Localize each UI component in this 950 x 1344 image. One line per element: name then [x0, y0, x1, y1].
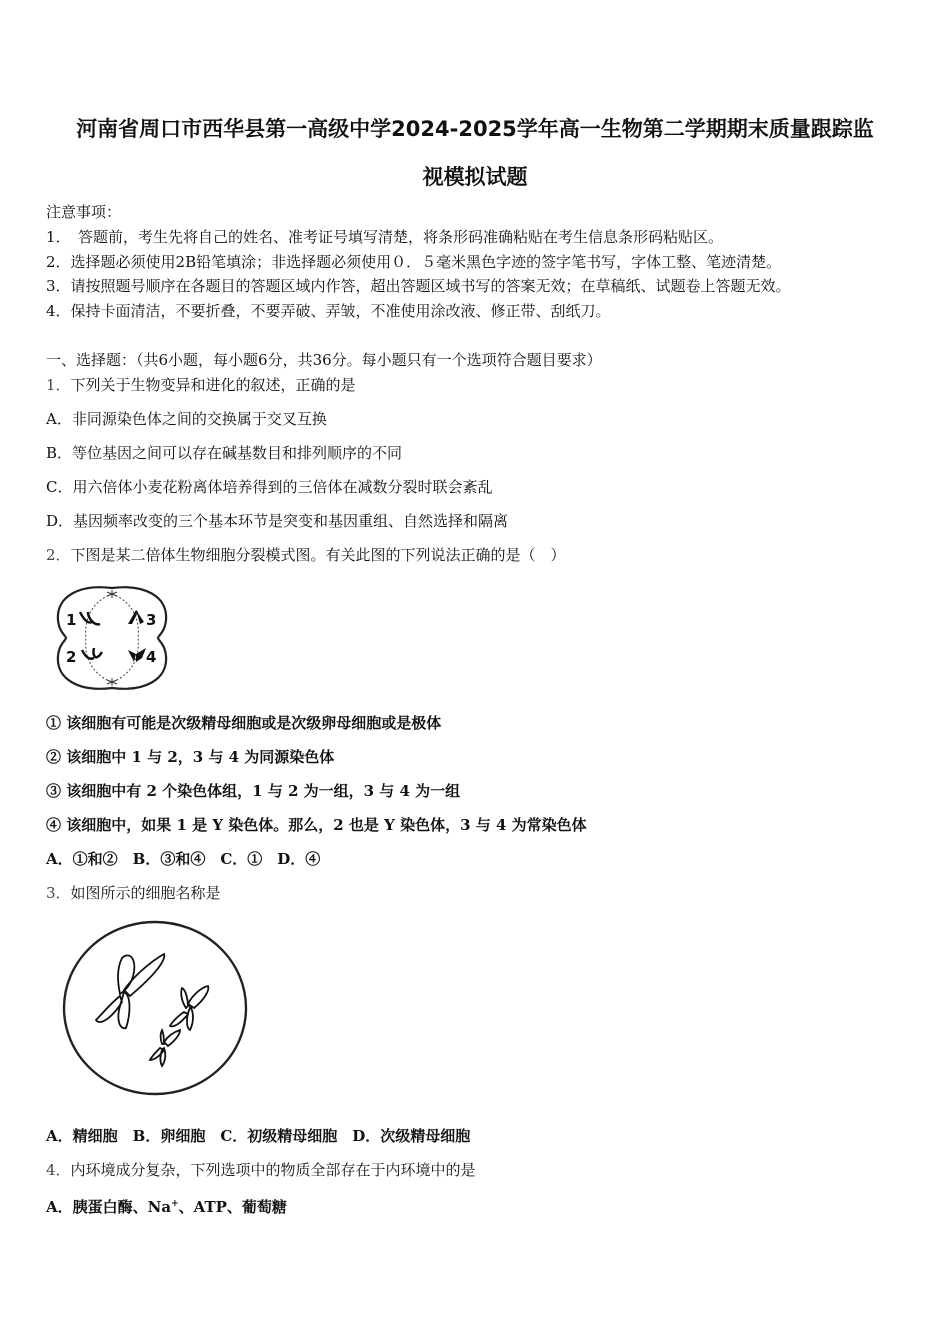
question-3-stem: 如图所示的细胞名称是	[70, 884, 221, 902]
q2-options: A．①和② B．③和④ C．① D．④	[46, 850, 321, 868]
small-chromosome	[150, 1030, 180, 1066]
figure-label-4: 4	[146, 648, 157, 666]
document-title-line-2: 视模拟试题	[422, 165, 528, 189]
q3-options: A．精细胞 B．卵细胞 C．初级精母细胞 D．次级精母细胞	[46, 1127, 471, 1145]
question-2-number: 2．	[46, 546, 71, 564]
q1-option-b: B．等位基因之间可以存在碱基数目和排列顺序的不同	[46, 444, 403, 462]
question-4	[46, 1160, 476, 1180]
figure-label-2: 2	[66, 648, 77, 666]
question-1-stem: 下列关于生物变异和进化的叙述，正确的是	[70, 376, 356, 394]
document-title-line-1: 河南省周口市西华县第一高级中学2024-2025学年高一生物第二学期期末质量跟踪监	[76, 117, 874, 141]
notice-heading: 注意事项：	[46, 203, 122, 221]
large-chromosome	[96, 954, 164, 1028]
chromosome-4	[128, 648, 146, 662]
notice-item-4: 4．保持卡面清洁，不要折叠，不要弄破、弄皱，不准使用涂改液、修正带、刮纸刀。	[46, 302, 611, 320]
notice-item-2: 2．选择题必须使用2B铅笔填涂；非选择题必须使用０．５毫米黑色字迹的签字笔书写，字体工整、笔迹清楚。	[46, 253, 782, 271]
cell-division-figure	[50, 582, 175, 694]
question-3-number: 3．	[46, 884, 71, 902]
q4-option-a	[46, 1194, 287, 1217]
q1-option-a: A．非同源染色体之间的交换属于交叉互换	[46, 410, 327, 428]
question-3	[46, 883, 221, 903]
q2-statement-4: ④ 该细胞中，如果 1 是 Y 染色体。那么，2 也是 Y 染色体，3 与 4 为常染色体	[46, 816, 587, 834]
section-heading: 一、选择题：（共6小题，每小题6分，共36分。每小题只有一个选项符合题目要求）	[46, 351, 602, 369]
figure-label-3: 3	[146, 611, 157, 629]
question-1-number: 1．	[46, 376, 71, 394]
q1-option-c: C．用六倍体小麦花粉离体培养得到的三倍体在减数分裂时联会紊乱	[46, 478, 493, 496]
question-4-number: 4．	[46, 1161, 71, 1179]
figure-label-1: 1	[66, 611, 77, 629]
q1-option-d: D．基因频率改变的三个基本环节是突变和基因重组、自然选择和隔离	[46, 512, 509, 530]
medium-chromosome	[170, 986, 208, 1030]
q4-option-a-suffix: 、ATP、葡萄糖	[178, 1198, 287, 1216]
notice-item-1: 1． 答题前，考生先将自己的姓名、准考证号填写清楚，将条形码准确粘贴在考生信息条形码粘贴区。	[46, 228, 724, 246]
question-4-stem: 内环境成分复杂，下列选项中的物质全部存在于内环境中的是	[70, 1161, 476, 1179]
question-2	[46, 545, 566, 565]
q2-statement-2: ② 该细胞中 1 与 2，3 与 4 为同源染色体	[46, 748, 335, 766]
question-1	[46, 375, 356, 395]
q2-statement-1: ① 该细胞有可能是次级精母细胞或是次级卵母细胞或是极体	[46, 714, 442, 732]
chromosome-3	[128, 610, 144, 624]
cell-figure	[60, 916, 252, 1104]
q4-option-a-prefix: A．胰蛋白酶、Na	[46, 1198, 172, 1216]
chromosome-2	[82, 648, 102, 659]
notice-item-3: 3．请按照题号顺序在各题目的答题区域内作答，超出答题区域书写的答案无效；在草稿纸、试题卷上答题无效。	[46, 277, 791, 295]
q4-option-a-superscript: +	[171, 1199, 179, 1209]
q2-statement-3: ③ 该细胞中有 2 个染色体组，1 与 2 为一组，3 与 4 为一组	[46, 782, 461, 800]
question-2-stem: 下图是某二倍体生物细胞分裂模式图。有关此图的下列说法正确的是（ ）	[70, 546, 566, 564]
chromosome-1	[80, 612, 100, 624]
